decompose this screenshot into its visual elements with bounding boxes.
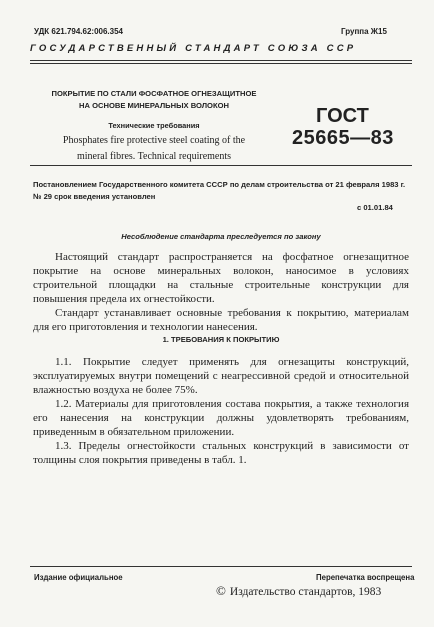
official-edition-label: Издание официальное [34, 573, 123, 582]
title-ru-line-1: ПОКРЫТИЕ ПО СТАЛИ ФОСФАТНОЕ ОГНЕЗАЩИТНОЕ [51, 89, 257, 98]
footer-rule [30, 566, 412, 567]
copyright-icon: © [216, 583, 226, 598]
clause-1-2: 1.2. Материалы для приготовления состава покрытия, а также технология его нанесения на конструкции должны удовлетворять требованиям, приведенным в обязательном приложении. [33, 398, 409, 438]
group-code: Группа Ж15 [341, 27, 387, 36]
title-en-line-1: Phosphates fire protective steel coating of the [62, 135, 246, 146]
legal-warning: Несоблюдение стандарта преследуется по закону [121, 232, 321, 241]
effective-date: с 01.01.84 [357, 203, 393, 212]
resolution-text: Постановлением Государственного комитета СССР по делам строительства от 21 февраля 1983 г. № 29 срок введения установлен [33, 180, 406, 201]
udk-code: УДК 621.794.62:006.354 [34, 27, 123, 36]
state-standard-title: ГОСУДАРСТВЕННЫЙ СТАНДАРТ СОЮЗА ССР [30, 43, 357, 54]
publisher-text: Издательство стандартов, 1983 [229, 586, 382, 598]
title-ru-line-2: НА ОСНОВЕ МИНЕРАЛЬНЫХ ВОЛОКОН [79, 101, 229, 110]
document-title-block [28, 88, 280, 162]
reprint-forbidden-label: Перепечатка воспрещена [316, 573, 415, 582]
publisher-line [216, 583, 381, 599]
intro-paragraph-2: Стандарт устанавливает основные требования к покрытию, материалам для его приготовления и технологии нанесения. [33, 307, 409, 333]
title-rule [30, 165, 412, 166]
gost-number: 25665—83 [292, 127, 394, 149]
header-rule-top [30, 60, 412, 61]
clause-1-3: 1.3. Пределы огнестойкости стальных конструкций в зависимости от толщины слоя покрытия приведены в табл. 1. [33, 440, 409, 466]
clause-1-1: 1.1. Покрытие следует применять для огнезащиты конструкций, эксплуатируемых внутри помещений с неагрессивной средой и относительной влажностью воздуха не более 75%. [33, 356, 409, 396]
title-subtitle: Технические требования [108, 121, 200, 130]
header-rule-bottom [30, 63, 412, 64]
section-1-title: 1. ТРЕБОВАНИЯ К ПОКРЫТИЮ [162, 335, 280, 344]
gost-label: ГОСТ [316, 105, 369, 127]
title-en-line-2: mineral fibres. Technical requirements [76, 151, 232, 162]
intro-paragraph-1: Настоящий стандарт распространяется на фосфатное огнезащитное покрытие на основе минеральных волокон, наносимое в условиях строительной площадки на стальные строительные конструкции для повышения предела их огнестойкости. [33, 251, 409, 305]
